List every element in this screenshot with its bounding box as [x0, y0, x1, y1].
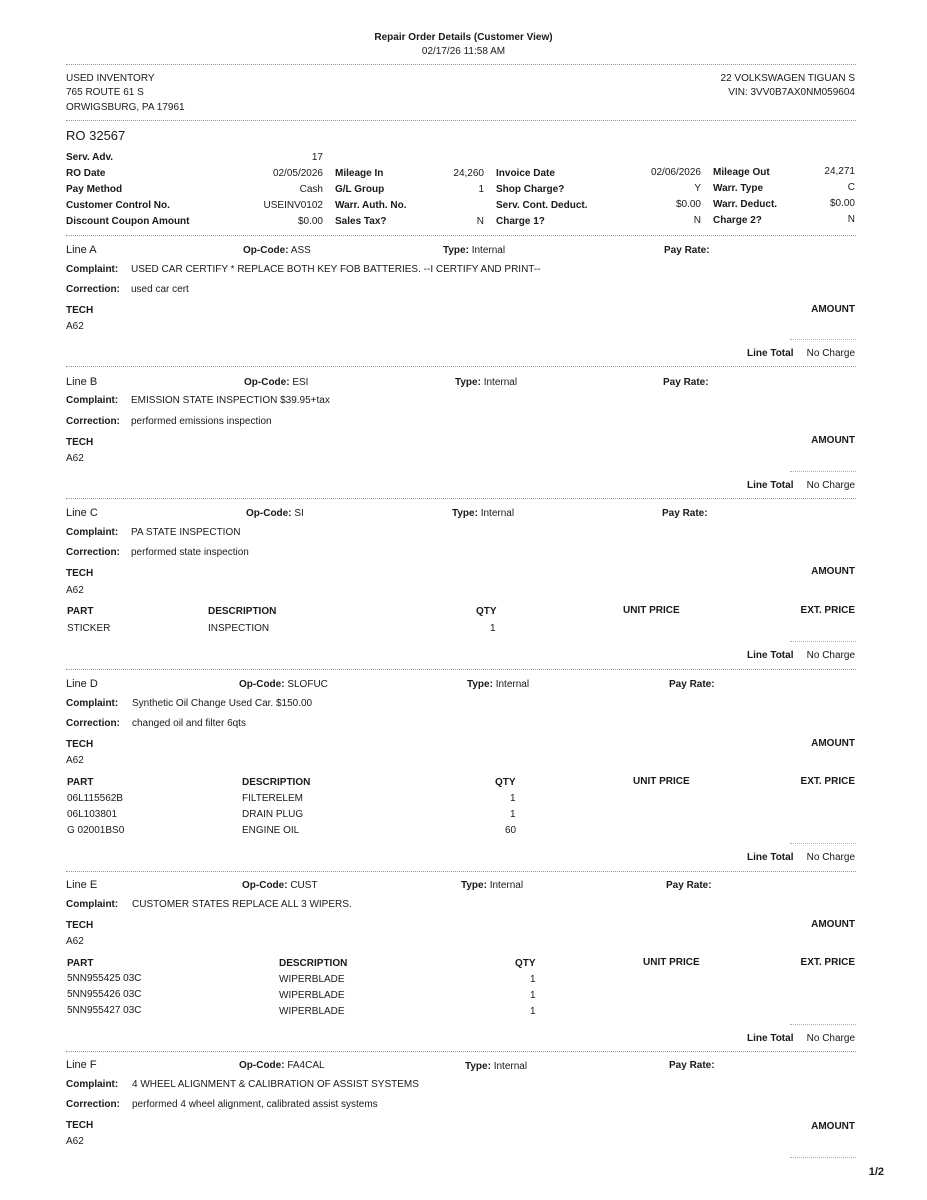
field-label: Warr. Type	[713, 183, 764, 194]
amount-label: AMOUNT	[811, 566, 855, 577]
field-value: N	[476, 216, 484, 227]
part-number: 5NN955426 03C	[67, 989, 142, 1000]
divider	[66, 120, 856, 121]
description-col-header: DESCRIPTION	[208, 606, 277, 617]
part-qty: 1	[530, 974, 536, 985]
total-underline	[790, 843, 856, 844]
pay-rate-label: Pay Rate:	[663, 377, 709, 388]
correction-text: performed emissions inspection	[131, 416, 272, 427]
opcode-value: ESI	[292, 377, 309, 388]
qty-col-header: QTY	[476, 606, 497, 617]
field-label: Warr. Auth. No.	[335, 200, 407, 211]
part-number: 06L115562B	[67, 793, 123, 804]
line-type	[467, 679, 529, 690]
ext-price-col-header: EXT. PRICE	[800, 776, 855, 787]
correction-label: Correction:	[66, 284, 120, 295]
unit-price-col-header: UNIT PRICE	[633, 776, 690, 787]
tech-value: A62	[66, 755, 84, 766]
part-col-header: PART	[67, 958, 94, 969]
opcode-label: Op-Code:	[246, 508, 292, 519]
line-type	[461, 880, 523, 891]
line-type	[443, 245, 505, 256]
part-description: WIPERBLADE	[279, 990, 345, 1001]
address-name: USED INVENTORY	[66, 73, 155, 84]
complaint-label: Complaint:	[66, 899, 119, 910]
divider	[66, 669, 856, 670]
part-col-header: PART	[67, 777, 94, 788]
amount-label: AMOUNT	[811, 1121, 855, 1132]
correction-label: Correction:	[66, 718, 120, 729]
complaint-label: Complaint:	[66, 1079, 119, 1090]
field-label: Charge 2?	[713, 215, 762, 226]
part-qty: 1	[510, 793, 516, 804]
correction-text: performed state inspection	[131, 547, 249, 558]
opcode-label: Op-Code:	[244, 377, 290, 388]
line-total-value: No Charge	[806, 852, 855, 863]
field-label: Shop Charge?	[496, 184, 565, 195]
total-underline	[790, 339, 856, 340]
line-opcode	[244, 377, 308, 388]
field-value: 02/05/2026	[272, 168, 323, 179]
part-qty: 1	[490, 623, 496, 634]
tech-label: TECH	[66, 437, 94, 448]
line-opcode	[239, 1060, 325, 1071]
complaint-text: USED CAR CERTIFY * REPLACE BOTH KEY FOB BATTERIES. --I CERTIFY AND PRINT--	[131, 264, 541, 275]
complaint-label: Complaint:	[66, 395, 119, 406]
type-label: Type:	[443, 245, 469, 256]
field-value: N	[693, 215, 701, 226]
line-total-label: Line Total	[747, 348, 794, 359]
opcode-label: Op-Code:	[243, 245, 289, 256]
line-total-label: Line Total	[747, 650, 794, 661]
field-value: $0.00	[675, 199, 701, 210]
qty-col-header: QTY	[515, 958, 536, 969]
correction-label: Correction:	[66, 547, 120, 558]
field-value: 24,260	[453, 168, 484, 179]
ext-price-col-header: EXT. PRICE	[800, 957, 855, 968]
field-value: C	[847, 182, 855, 193]
total-underline	[790, 471, 856, 472]
pay-rate-label: Pay Rate:	[669, 679, 715, 690]
part-description: INSPECTION	[208, 623, 270, 634]
type-label: Type:	[465, 1061, 491, 1072]
field-label: Mileage In	[335, 168, 384, 179]
line-total-value: No Charge	[806, 480, 855, 491]
address-street: 765 ROUTE 61 S	[66, 87, 144, 98]
type-label: Type:	[467, 679, 493, 690]
line-type	[465, 1061, 527, 1072]
field-value: $0.00	[829, 198, 855, 209]
field-label: Customer Control No.	[66, 200, 170, 211]
tech-label: TECH	[66, 920, 94, 931]
tech-label: TECH	[66, 739, 94, 750]
part-description: DRAIN PLUG	[242, 809, 304, 820]
part-description: WIPERBLADE	[279, 1006, 345, 1017]
field-label: Warr. Deduct.	[713, 199, 778, 210]
vehicle-vin: VIN: 3VV0B7AX0NM059604	[728, 87, 855, 98]
opcode-value: ASS	[290, 245, 311, 256]
part-qty: 1	[510, 809, 516, 820]
line-total-label: Line Total	[747, 480, 794, 491]
part-number: 5NN955427 03C	[67, 1005, 142, 1016]
correction-text: used car cert	[131, 284, 189, 295]
vehicle-model: 22 VOLKSWAGEN TIGUAN S	[720, 73, 855, 84]
tech-value: A62	[66, 1136, 84, 1147]
part-qty: 60	[505, 825, 517, 836]
tech-label: TECH	[66, 568, 94, 579]
field-label: RO Date	[66, 168, 106, 179]
description-col-header: DESCRIPTION	[279, 958, 348, 969]
line-opcode	[243, 245, 311, 256]
opcode-value: CUST	[290, 880, 318, 891]
complaint-text: PA STATE INSPECTION	[131, 527, 241, 538]
correction-text: performed 4 wheel alignment, calibrated assist systems	[132, 1099, 378, 1110]
amount-label: AMOUNT	[811, 304, 855, 315]
complaint-text: CUSTOMER STATES REPLACE ALL 3 WIPERS.	[132, 899, 352, 910]
type-value: Internal	[471, 245, 506, 256]
field-label: Serv. Adv.	[66, 152, 114, 163]
document-datetime: 02/17/26 11:58 AM	[421, 46, 506, 57]
divider	[66, 1051, 856, 1052]
divider	[66, 235, 856, 236]
total-underline	[790, 1024, 856, 1025]
divider	[66, 366, 856, 367]
complaint-text: EMISSION STATE INSPECTION $39.95+tax	[131, 395, 330, 406]
part-number: G 02001BS0	[67, 825, 125, 836]
type-value: Internal	[495, 679, 530, 690]
field-value: 24,271	[824, 166, 855, 177]
part-col-header: PART	[67, 606, 94, 617]
tech-value: A62	[66, 321, 84, 332]
part-description: WIPERBLADE	[279, 974, 345, 985]
line-type	[452, 508, 514, 519]
line-name: Line B	[66, 376, 98, 388]
line-total-value: No Charge	[806, 1033, 855, 1044]
pay-rate-label: Pay Rate:	[669, 1060, 715, 1071]
field-value: USEINV0102	[263, 200, 323, 211]
divider	[66, 498, 856, 499]
opcode-label: Op-Code:	[242, 880, 288, 891]
line-opcode	[239, 679, 328, 690]
field-label: Discount Coupon Amount	[66, 216, 190, 227]
pay-rate-label: Pay Rate:	[666, 880, 712, 891]
tech-label: TECH	[66, 305, 94, 316]
field-value: Cash	[299, 184, 323, 195]
page-number: 1/2	[868, 1166, 884, 1178]
line-total-label: Line Total	[747, 1033, 794, 1044]
field-label: Mileage Out	[713, 167, 770, 178]
opcode-label: Op-Code:	[239, 679, 285, 690]
field-label: Sales Tax?	[335, 216, 387, 227]
amount-label: AMOUNT	[811, 738, 855, 749]
field-value: Y	[694, 183, 701, 194]
field-label: Invoice Date	[496, 168, 555, 179]
type-label: Type:	[452, 508, 478, 519]
total-underline	[790, 641, 856, 642]
field-value: 1	[478, 184, 484, 195]
field-value: 17	[311, 152, 323, 163]
description-col-header: DESCRIPTION	[242, 777, 311, 788]
line-type	[455, 377, 517, 388]
complaint-label: Complaint:	[66, 264, 119, 275]
line-total-value: No Charge	[806, 650, 855, 661]
line-total-value: No Charge	[806, 348, 855, 359]
tech-value: A62	[66, 936, 84, 947]
line-opcode	[246, 508, 304, 519]
tech-value: A62	[66, 453, 84, 464]
line-name: Line D	[66, 678, 98, 690]
correction-label: Correction:	[66, 1099, 120, 1110]
unit-price-col-header: UNIT PRICE	[623, 605, 680, 616]
complaint-label: Complaint:	[66, 698, 119, 709]
complaint-text: 4 WHEEL ALIGNMENT & CALIBRATION OF ASSIST SYSTEMS	[132, 1079, 419, 1090]
complaint-text: Synthetic Oil Change Used Car. $150.00	[132, 698, 313, 709]
complaint-label: Complaint:	[66, 527, 119, 538]
line-name: Line E	[66, 879, 98, 891]
type-value: Internal	[489, 880, 524, 891]
opcode-label: Op-Code:	[239, 1060, 285, 1071]
pay-rate-label: Pay Rate:	[662, 508, 708, 519]
divider	[66, 64, 856, 65]
correction-label: Correction:	[66, 416, 120, 427]
part-qty: 1	[530, 1006, 536, 1017]
part-qty: 1	[530, 990, 536, 1001]
type-value: Internal	[483, 377, 518, 388]
ext-price-col-header: EXT. PRICE	[800, 605, 855, 616]
address-city: ORWIGSBURG, PA 17961	[66, 102, 185, 113]
type-value: Internal	[480, 508, 515, 519]
field-label: Serv. Cont. Deduct.	[496, 200, 588, 211]
type-label: Type:	[461, 880, 487, 891]
field-label: Charge 1?	[496, 216, 545, 227]
line-name: Line A	[66, 244, 97, 256]
field-value: 02/06/2026	[650, 167, 701, 178]
part-description: FILTERELEM	[242, 793, 303, 804]
ro-number: RO 32567	[66, 128, 126, 143]
amount-label: AMOUNT	[811, 435, 855, 446]
field-label: G/L Group	[335, 184, 385, 195]
field-value: $0.00	[297, 216, 323, 227]
field-value: N	[847, 214, 855, 225]
unit-price-col-header: UNIT PRICE	[643, 957, 700, 968]
type-label: Type:	[455, 377, 481, 388]
line-opcode	[242, 880, 318, 891]
tech-value: A62	[66, 585, 84, 596]
amount-label: AMOUNT	[811, 919, 855, 930]
part-number: 5NN955425 03C	[67, 973, 142, 984]
divider	[66, 871, 856, 872]
tech-label: TECH	[66, 1120, 94, 1131]
total-underline	[790, 1157, 856, 1158]
document-title: Repair Order Details (Customer View)	[374, 32, 553, 43]
type-value: Internal	[493, 1061, 528, 1072]
line-name: Line C	[66, 507, 98, 519]
opcode-value: FA4CAL	[287, 1060, 325, 1071]
field-label: Pay Method	[66, 184, 123, 195]
correction-text: changed oil and filter 6qts	[132, 718, 246, 729]
part-description: ENGINE OIL	[242, 825, 300, 836]
opcode-value: SI	[294, 508, 304, 519]
part-number: STICKER	[67, 623, 111, 634]
line-total-label: Line Total	[747, 852, 794, 863]
qty-col-header: QTY	[495, 777, 516, 788]
part-number: 06L103801	[67, 809, 118, 820]
pay-rate-label: Pay Rate:	[664, 245, 710, 256]
line-name: Line F	[66, 1059, 97, 1071]
opcode-value: SLOFUC	[287, 679, 328, 690]
